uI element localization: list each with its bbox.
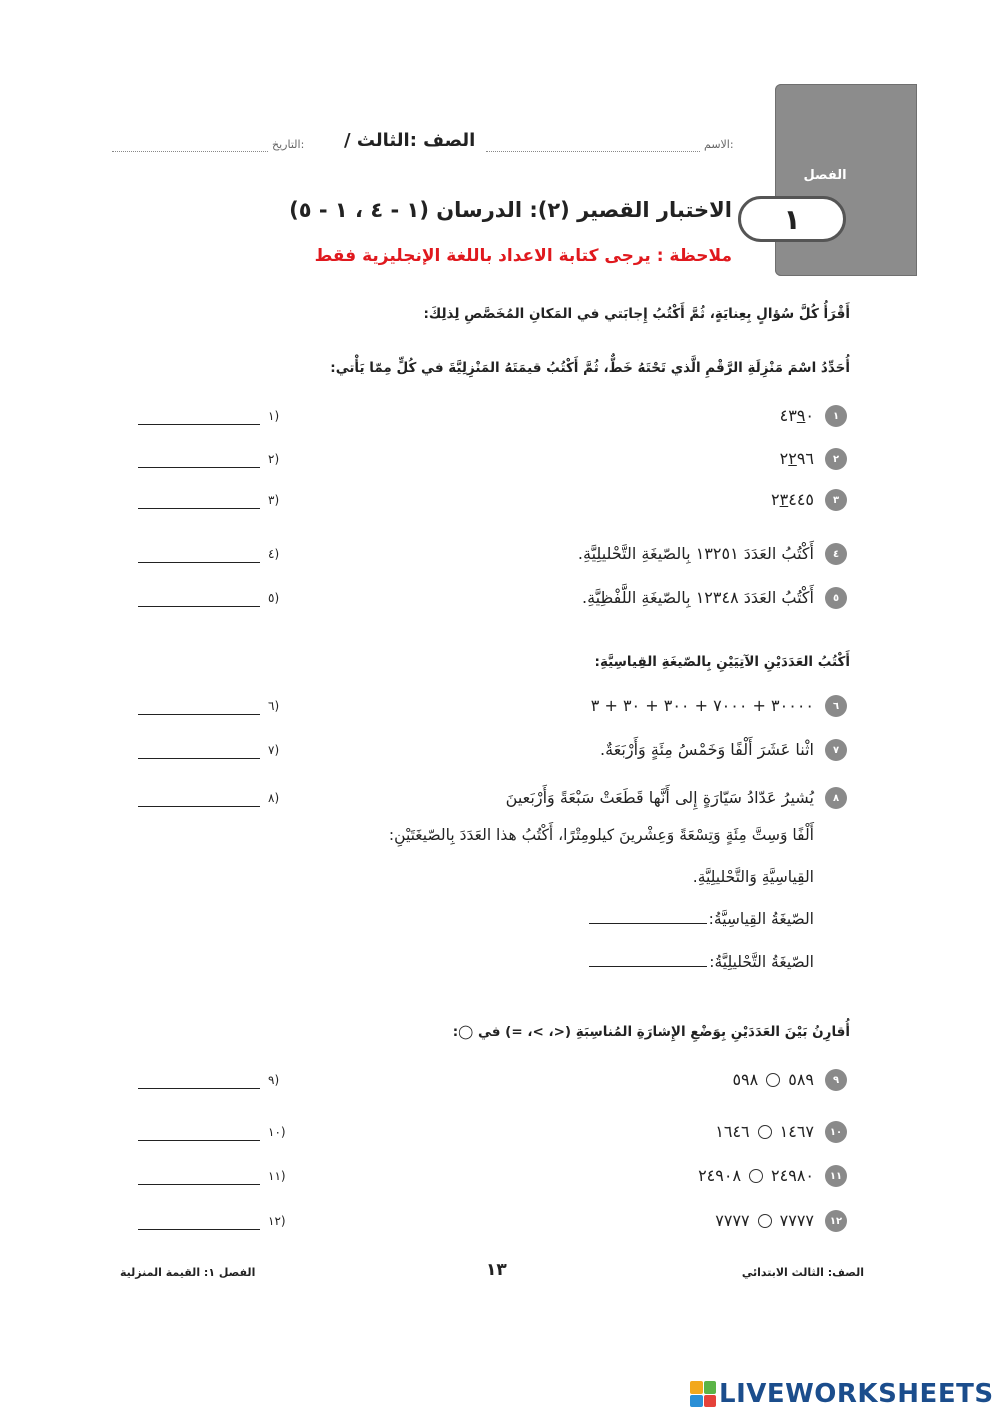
section3-instruction: أُقارِنُ بَيْنَ العَدَدَيْنِ بِوَضْعِ الإِشارَةِ المُناسِبَةِ (<، >، =) في ◯: [452, 1024, 850, 1040]
expanded-form-row [589, 953, 814, 971]
answer-field[interactable] [138, 562, 260, 563]
question-row [0, 786, 1000, 812]
comparison-circle[interactable] [766, 1073, 780, 1087]
footer-grade: الصف: الثالث الابتدائي [741, 1266, 864, 1279]
answer-number: (١ [268, 409, 280, 423]
liveworksheets-logo [690, 1379, 994, 1409]
name-label: الاسم: [704, 138, 734, 151]
question-badge: ٥ [825, 587, 847, 609]
answer-field[interactable] [138, 806, 260, 807]
question-badge: ٦ [825, 695, 847, 717]
comparison-circle[interactable] [758, 1214, 772, 1228]
question-row [0, 404, 1000, 430]
question-badge: ٩ [825, 1069, 847, 1091]
section1-instruction: أُحَدِّدُ اسْمَ مَنْزِلَةِ الرَّقْمِ الَّذي تَحْتَهُ خَطٌّ، ثُمَّ أَكْتُبُ قيمَتَهُ المَنْزِلِيَّةَ في كُلٍّ مِمّا يَأْتي: [330, 360, 850, 376]
language-note: ملاحظة : يرجى كتابة الاعداد باللغة الإنجليزية فقط [314, 246, 732, 266]
question-badge: ٧ [825, 739, 847, 761]
question-text: اثْنا عَشَرَ أَلْفًا وَخَمْسُ مِئَةٍ وَأَرْبَعَةٌ. [600, 740, 814, 759]
question-badge: ١ [825, 405, 847, 427]
question-row [0, 586, 1000, 612]
question-badge: ١١ [825, 1165, 847, 1187]
answer-number: (٧ [268, 743, 280, 757]
liveworksheets-icon [690, 1381, 716, 1407]
question-row [0, 447, 1000, 473]
question-badge: ١٠ [825, 1121, 847, 1143]
answer-field[interactable] [138, 424, 260, 425]
question-text: يُشيرُ عَدّادُ سَيّارَةٍ إِلى أَنَّها قَطَعَتْ سَبْعَةً وَأَرْبَعينَ [505, 788, 814, 807]
comparison-row [0, 1068, 1000, 1094]
answer-number: (١٠ [268, 1125, 286, 1139]
answer-number: (٢ [268, 452, 280, 466]
comparison-row [0, 1120, 1000, 1146]
answer-number: (٣ [268, 493, 280, 507]
answer-field[interactable] [138, 1229, 260, 1230]
answer-number: (٦ [268, 699, 280, 713]
grade-label: الصف :الثالث / [344, 130, 476, 151]
answer-field[interactable] [138, 1184, 260, 1185]
question-text: أَكْتُبُ العَدَدَ ١٢٣٤٨ بِالصّيغَةِ اللَّفْظِيَّةِ. [581, 588, 814, 607]
answer-number: (١٢ [268, 1214, 286, 1228]
question-row [0, 488, 1000, 514]
comparison-text: ٥٨٩٥٩٨ [732, 1070, 814, 1089]
question-badge: ٢ [825, 448, 847, 470]
answer-field[interactable] [138, 714, 260, 715]
comparison-row [0, 1164, 1000, 1190]
question-row [0, 694, 1000, 720]
answer-field[interactable] [138, 606, 260, 607]
q8-line-2: أَلْفًا وَسِتَّ مِئَةٍ وَتِسْعَةً وَعِشْرينَ كيلومِتْرًا، أَكْتُبُ هذا العَدَدَ بِالصّيغَتَيْنِ: [388, 826, 814, 844]
liveworksheets-wordmark: LIVEWORKSHEETS [719, 1379, 994, 1409]
standard-form-label: الصّيغَةُ القِياسِيَّةُ: [708, 910, 814, 928]
answer-number: (١١ [268, 1169, 286, 1183]
answer-field[interactable] [138, 467, 260, 468]
question-badge: ٤ [825, 543, 847, 565]
question-number: ٤٣٩٠ [779, 406, 814, 425]
question-badge: ٨ [825, 787, 847, 809]
answer-field[interactable] [138, 758, 260, 759]
quiz-title: الاختبار القصير (٢): الدرسان (١ - ٤ ، ١ - ٥) [289, 198, 732, 222]
answer-number: (٤ [268, 547, 280, 561]
expanded-form-label: الصّيغَةُ التَّحْليلِيَّةُ: [709, 953, 814, 971]
answer-field[interactable] [138, 508, 260, 509]
question-badge: ٣ [825, 489, 847, 511]
date-label: التاريخ: [272, 138, 305, 151]
comparison-text: ٢٤٩٨٠٢٤٩٠٨ [698, 1166, 814, 1185]
standard-form-row [589, 910, 814, 928]
comparison-row [0, 1209, 1000, 1235]
chapter-label: الفصل [803, 168, 847, 183]
comparison-text: ١٤٦٧١٦٤٦ [715, 1122, 814, 1141]
answer-number: (٥ [268, 591, 280, 605]
comparison-circle[interactable] [749, 1169, 763, 1183]
answer-field[interactable] [138, 1088, 260, 1089]
chapter-number: ١ [738, 196, 846, 242]
question-row [0, 738, 1000, 764]
answer-number: (٩ [268, 1073, 280, 1087]
general-instruction: أَقْرَأُ كُلَّ سُؤالٍ بِعِنايَةٍ، ثُمَّ أَكْتُبُ إِجابَتي في المَكانِ المُخَصَّصِ لِذلِكَ: [423, 306, 850, 322]
comparison-circle[interactable] [758, 1125, 772, 1139]
date-field[interactable] [112, 151, 268, 152]
comparison-text: ٧٧٧٧٧٧٧٧ [715, 1211, 814, 1230]
answer-field[interactable] [138, 1140, 260, 1141]
section2-instruction: أَكْتُبُ العَدَدَيْنِ الآتِيَيْنِ بِالصّيغَةِ القِياسِيَّةِ: [594, 654, 850, 670]
question-number: ٢٣٤٤٥ [771, 490, 814, 509]
expanded-form-field[interactable] [589, 966, 707, 967]
q8-line-3: القِياسِيَّةِ وَالتَّحْليلِيَّةِ. [692, 868, 814, 886]
name-field[interactable] [486, 151, 700, 152]
footer-chapter: الفصل ١: القيمة المنزلية [120, 1266, 256, 1279]
question-row [0, 542, 1000, 568]
question-text: ٣٠٠٠٠ + ٧٠٠٠ + ٣٠٠ + ٣٠ + ٣ [590, 696, 814, 715]
question-text: أَكْتُبُ العَدَدَ ١٣٢٥١ بِالصّيغَةِ التَّحْليلِيَّةِ. [577, 544, 814, 563]
question-badge: ١٢ [825, 1210, 847, 1232]
page-number: ١٣ [486, 1260, 507, 1280]
standard-form-field[interactable] [589, 923, 707, 924]
answer-number: (٨ [268, 791, 280, 805]
question-number: ٢٢٩٦ [779, 449, 814, 468]
